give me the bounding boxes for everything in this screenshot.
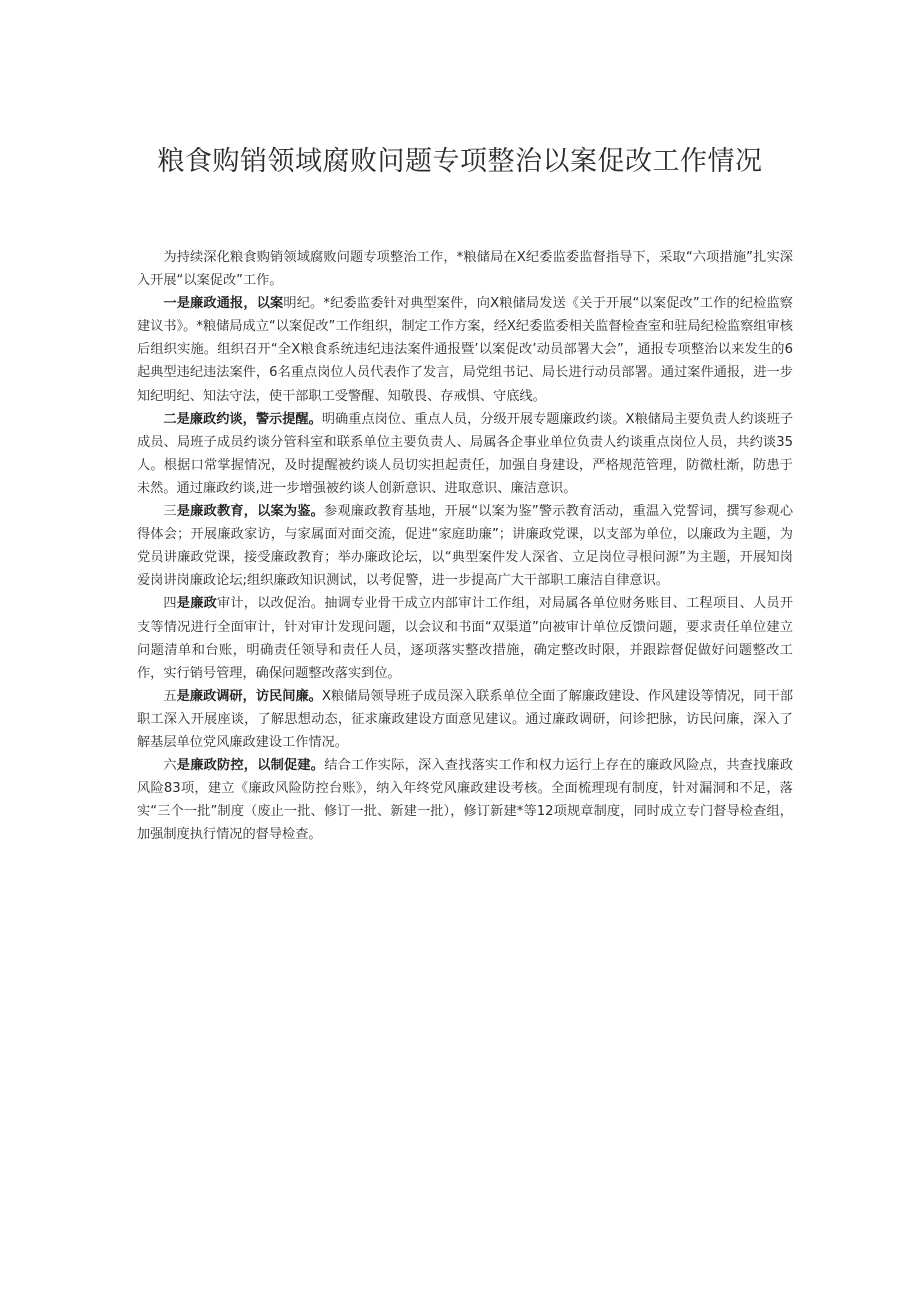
paragraph-lead: 是廉政教育，以案为鉴。 (176, 504, 325, 520)
paragraph-text: 明纪。*纪委监委针对典型案件，向X粮储局发送《关于开展“以案促改”工作的纪检监察建议书》。*粮储局成立“以案促改”工作组织，制定工作方案，经X纪委监委相关监督检查室和驻局纪检监察组审核后组织实施。组织召开“全X粮食系统违纪违法案件通报暨’以案促改’动员部署大会”，通报专项整治以来发生的6起典型违纪违法案件，6名重点岗位人员代表作了发言，局党组书记、局长进行动员部署。通过案件通报，进一步知纪明纪、知法守法，使干部职工受警醒、知敬畏、存戒惧、守底线。 (137, 296, 793, 404)
paragraph-text: 结合工作实际，深入查找落实工作和权力运行上存在的廉政风险点，共查找廉政风险83项，建立《廉政风险防控台账》，纳入年终党风廉政建设考核。全面梳理现有制度，针对漏洞和不足，落实“三个一批”制度（废止一批、修订一批、新建一批），修订新建*等12项规章制度，同时成立专门督导检查组，加强制度执行情况的督导检查。 (137, 758, 794, 843)
paragraph-lead-number: 三 (163, 504, 177, 520)
paragraph-lead: 一是廉政通报，以案 (163, 296, 284, 312)
measure-5-paragraph (137, 685, 793, 754)
intro-paragraph (137, 246, 793, 292)
paragraph-text: X粮储局领导班子成员深入联系单位全面了解廉政建设、作风建设等情况，同干部职工深入开展座谈，了解思想动态，征求廉政建设方面意见建议。通过廉政调研，问诊把脉，访民问廉，深入了解基层单位党风廉政建设工作情况。 (137, 688, 794, 750)
paragraph-lead: 是廉政调研，访民间廉。 (176, 688, 322, 704)
paragraph-lead-number: 四 (163, 596, 177, 612)
paragraph-lead: 二是廉政约谈，警示提醒。 (163, 411, 322, 427)
document-body (137, 246, 793, 846)
paragraph-lead: 是廉政 (176, 596, 217, 612)
measure-2-paragraph (137, 408, 793, 500)
paragraph-lead: 是廉政防控，以制促建。 (176, 758, 325, 774)
document-title: 粮食购销领域腐败问题专项整治以案促改工作情况 (157, 146, 763, 177)
paragraph-text: 审计，以改促治。抽调专业骨干成立内部审计工作组，对局属各单位财务账目、工程项目、人员开支等情况进行全面审计，针对审计发现问题，以会议和书面“双渠道”向被审计单位反馈问题，要求责任单位建立问题清单和台账，明确责任领导和责任人员，逐项落实整改措施，确定整改时限，并跟踪督促做好问题整改工作，实行销号管理，确保问题整改落实到位。 (137, 596, 794, 681)
paragraph-lead-number: 五 (163, 688, 177, 704)
measure-6-paragraph (137, 754, 793, 846)
paragraph-text: 明确重点岗位、重点人员，分级开展专题廉政约谈。X粮储局主要负责人约谈班子成员、局班子成员约谈分管科室和联系单位主要负责人、局属各企事业单位负责人约谈重点岗位人员，共约谈35人。根据口常掌握情况，及时提醒被约谈人员切实担起责任，加强自身建设，严格规范管理，防微杜渐，防患于未然。通过廉政约谈,进一步增强被约谈人创新意识、进取意识、廉洁意识。 (137, 411, 794, 496)
paragraph-lead-number: 六 (163, 758, 177, 774)
paragraph-text: 参观廉政教育基地，开展“以案为鉴”警示教育活动，重温入党誓词，撰写参观心得体会；开展廉政家访，与家属面对面交流，促进“家庭助廉”；讲廉政党课，以支部为单位，以廉政为主题，为党员讲廉政党课，接受廉政教育；举办廉政论坛，以“典型案件发人深省、立足岗位寻根问源”为主题，开展知岗爱岗讲岗廉政论坛;组织廉政知识测试，以考促警，进一步提高广大干部职工廉洁自律意识。 (137, 504, 794, 589)
measure-4-paragraph (137, 592, 793, 684)
paragraph-text: 为持续深化粮食购销领域腐败问题专项整治工作，*粮储局在X纪委监委监督指导下，采取“六项措施”扎实深入开展“以案促改”工作。 (137, 250, 793, 289)
measure-1-paragraph (137, 292, 793, 407)
measure-3-paragraph (137, 500, 793, 592)
